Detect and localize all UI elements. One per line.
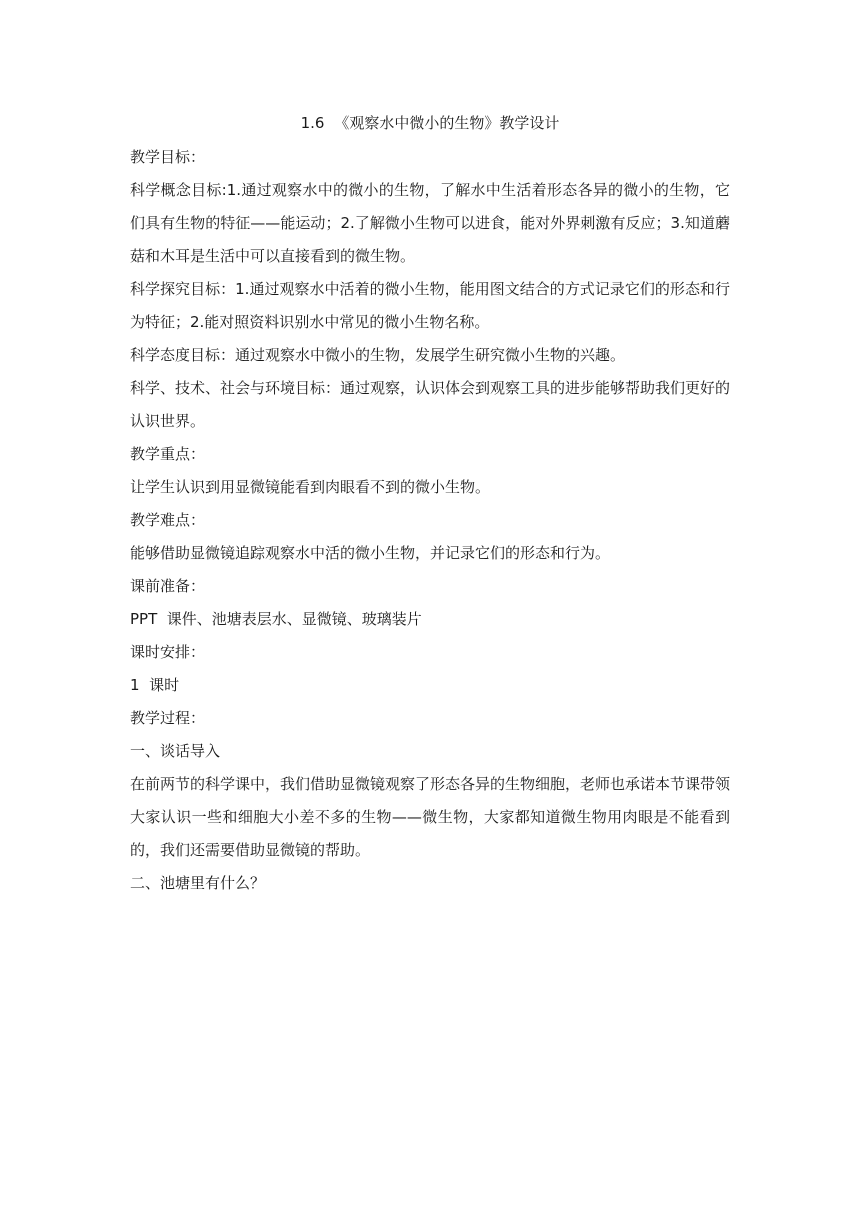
title-text: 《观察水中微小的生物》教学设计 bbox=[334, 114, 560, 132]
attitude-goal-paragraph: 科学态度目标：通过观察水中微小的生物，发展学生研究微小生物的兴趣。 bbox=[130, 346, 626, 364]
key-points-paragraph: 让学生认识到用显微镜能看到肉眼看不到的微小生物。 bbox=[130, 478, 491, 496]
key-points-heading: 教学重点： bbox=[130, 445, 206, 463]
teaching-goals-heading: 教学目标： bbox=[130, 148, 206, 166]
title-number: 1.6 bbox=[300, 114, 325, 132]
difficulties-heading: 教学难点： bbox=[130, 511, 206, 529]
section-1-heading: 一、谈话导入 bbox=[130, 742, 221, 760]
process-heading: 教学过程： bbox=[130, 709, 206, 727]
preparation-paragraph: PPT 课件、池塘表层水、显微镜、玻璃装片 bbox=[130, 610, 422, 628]
document-body bbox=[130, 108, 730, 900]
schedule-heading: 课时安排： bbox=[130, 643, 206, 661]
stse-goal-paragraph: 科学、技术、社会与环境目标：通过观察，认识体会到观察工具的进步能够帮助我们更好的认识世界。 bbox=[130, 379, 731, 430]
preparation-heading: 课前准备： bbox=[130, 577, 206, 595]
section-2-heading: 二、池塘里有什么？ bbox=[130, 874, 266, 892]
document-title bbox=[130, 108, 730, 138]
concept-goal-paragraph: 科学概念目标:1.通过观察水中的微小的生物，了解水中生活着形态各异的微小的生物，它们具有生物的特征——能运动；2.了解微小生物可以进食，能对外界刺激有反应；3.知道蘑菇和木耳是生活中可以直接看到的微生物。 bbox=[130, 181, 730, 265]
schedule-paragraph: 1 课时 bbox=[130, 676, 180, 694]
section-1-paragraph: 在前两节的科学课中，我们借助显微镜观察了形态各异的生物细胞，老师也承诺本节课带领大家认识一些和细胞大小差不多的生物——微生物，大家都知道微生物用肉眼是不能看到的，我们还需要借助显微镜的帮助。 bbox=[130, 775, 731, 859]
inquiry-goal-paragraph: 科学探究目标：1.通过观察水中活着的微小生物，能用图文结合的方式记录它们的形态和行为特征；2.能对照资料识别水中常见的微小生物名称。 bbox=[130, 280, 730, 331]
difficulties-paragraph: 能够借助显微镜追踪观察水中活的微小生物，并记录它们的形态和行为。 bbox=[130, 544, 611, 562]
